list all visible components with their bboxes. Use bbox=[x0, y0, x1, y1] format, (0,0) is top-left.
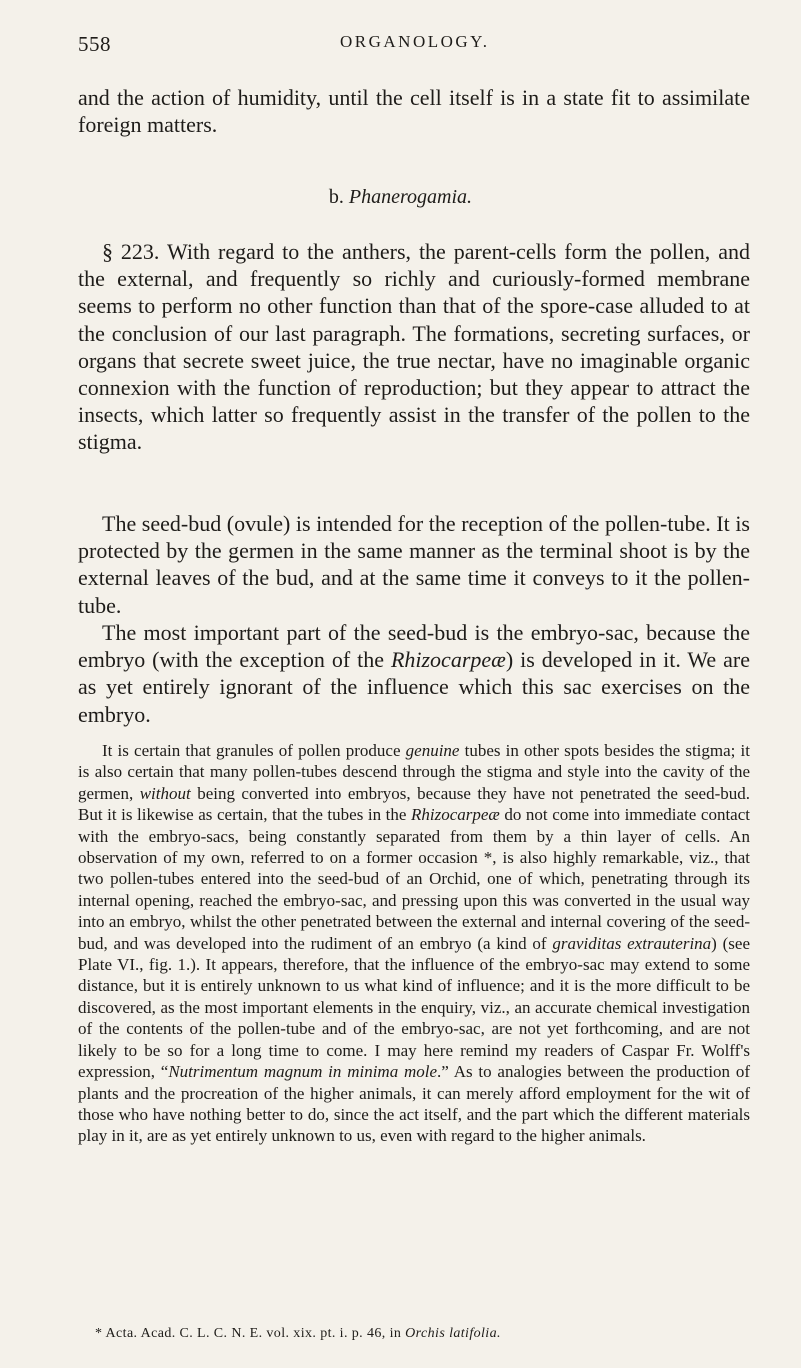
section-subheading bbox=[0, 186, 801, 209]
footnote bbox=[95, 1326, 765, 1342]
text-segment: The most important part of the seed-bud is the embryo-sac, because the embryo (with the exception of the bbox=[78, 620, 750, 673]
italic-term: Rhizocarpeæ bbox=[411, 805, 500, 825]
text-segment: ) is developed in it. We are as yet entirely ignorant of the influence which this sac exercises on the embryo. bbox=[78, 647, 750, 727]
text-segment: ) (see Plate VI., fig. 1.). It appears, therefore, that the influence of the embryo-sac may extend to some distance, but it is entirely unknown to us what kind of influence; and it is the more difficult to be discovered, as the most important elements in the enquiry, viz., an accurate chemical investigation of the contents of the pollen-tube and of the embryo-sac, are not yet forthcoming, and are not likely to be so for a long time to come. I may here remind my readers of Caspar Fr. Wolff's expression, “ bbox=[78, 933, 751, 1082]
small-print-paragraph bbox=[78, 740, 750, 1147]
paragraph-embryo-sac bbox=[78, 619, 750, 728]
subheading-letter: b. bbox=[328, 186, 344, 208]
paragraph-seed-bud: The seed-bud (ovule) is intended for the reception of the pollen-tube. It is protected by the germen in the same manner as the terminal shoot is by the external leaves of the bud, and at the same time it conveys to it the pollen-tube. bbox=[78, 511, 750, 618]
text-segment: tubes in other spots besides the stigma; it is also certain that many pollen-tubes descend through the stigma and style into the cavity of the germen, bbox=[78, 741, 750, 803]
text-segment: being converted into embryos, because they have not penetrated the seed-bud. But it is likewise as certain, that the tubes in the bbox=[78, 783, 750, 825]
running-title: ORGANOLOGY. bbox=[340, 32, 490, 51]
footnote-text: * Acta. Acad. C. L. C. N. E. vol. xix. pt. i. p. 46, in bbox=[95, 1326, 406, 1341]
italic-term: Nutrimentum magnum in minima mole bbox=[168, 1062, 438, 1082]
italic-term: without bbox=[139, 783, 191, 803]
paragraph-223: § 223. With regard to the anthers, the parent-cells form the pollen, and the external, and frequently so richly and curiously-formed membrane seems to perform no other function than that of the spore-case alluded to at the conclusion of our last paragraph. The formations, secreting surfaces, or organs that secrete sweet juice, the true nectar, have no imaginable organic connexion with the function of reproduction; but they appear to attract the insects, which latter so frequently assist in the transfer of the pollen to the stigma. bbox=[78, 239, 750, 455]
text-segment: It is certain that granules of pollen produce bbox=[102, 741, 406, 760]
italic-term: genuine bbox=[405, 741, 460, 760]
italic-term: graviditas extrauterina bbox=[552, 933, 712, 953]
page-number: 558 bbox=[78, 32, 111, 56]
subheading-title: Phanerogamia. bbox=[348, 186, 473, 208]
page-header bbox=[78, 32, 758, 62]
text-segment: .” As to analogies between the production of plants and the procreation of the higher animals, it can merely afford employment for the wit of those who have nothing better to do, since the act itself, and the part which the different materials play in it, are as yet entirely unknown to us, even with regard to the higher animals. bbox=[78, 1062, 751, 1146]
footnote-italic: Orchis latifolia. bbox=[405, 1326, 501, 1341]
continuation-paragraph: and the action of humidity, until the cell itself is in a state fit to assimilate foreign matters. bbox=[78, 85, 750, 138]
italic-term: Rhizocarpeæ bbox=[390, 647, 506, 673]
text-segment: do not come into immediate contact with the embryo-sacs, being constantly separated from them by a thin layer of cells. An observation of my own, referred to on a former occasion *, is also highly remarkable, viz., that two pollen-tubes entered into the seed-bud of an Orchid, one of which, penetrating through its internal opening, reached the embryo-sac, and pressing upon this was converted in the usual way into an embryo, whilst the other penetrated between the external and internal covering of the seed-bud, and was developed into the rudiment of an embryo (a kind of bbox=[78, 805, 750, 953]
